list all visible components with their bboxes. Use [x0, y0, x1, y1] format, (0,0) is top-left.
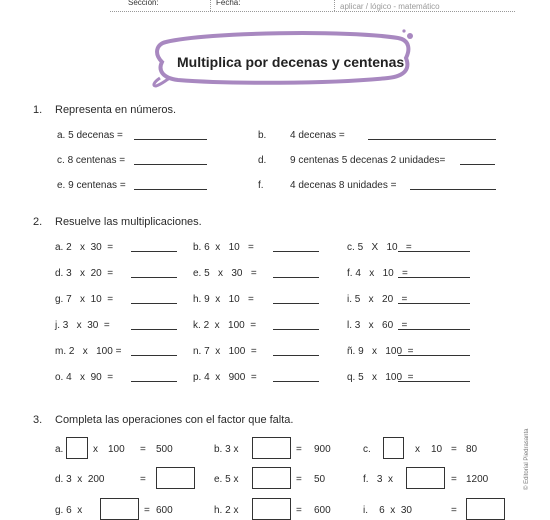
ex3-a-box[interactable]: [66, 437, 88, 459]
ex1-answer-d[interactable]: [460, 154, 495, 165]
ex3-a-eq: =: [140, 444, 146, 455]
ex2-answer-line[interactable]: [131, 319, 177, 330]
ex1-answer-b[interactable]: [368, 129, 496, 140]
ex2-item: [193, 294, 254, 305]
ex2-item: [55, 346, 121, 357]
ex2-answer-line[interactable]: [273, 267, 319, 278]
ex2-item: [55, 242, 113, 253]
ex3-b-r: 900: [314, 444, 331, 455]
ex2-item: [55, 372, 113, 383]
exercise-2-number: 2.: [33, 216, 43, 228]
exercise-3-instruction: Completa las operaciones con el factor que falta.: [55, 414, 294, 426]
ex3-a-x: x: [93, 444, 98, 455]
ex2-item-letter: q.: [347, 372, 356, 383]
ex3-c-n: 10: [431, 444, 443, 455]
ex2-item-letter: g.: [55, 294, 64, 305]
ex2-answer-line[interactable]: [131, 293, 177, 304]
ex2-item-expr: 9 x 100 =: [358, 346, 414, 357]
ex3-h-eq: =: [296, 505, 302, 516]
ex1-item-f-letter: f.: [258, 180, 264, 191]
ex2-item-letter: l.: [347, 320, 352, 331]
ex2-item-letter: c.: [347, 242, 355, 253]
ex2-item: [55, 268, 113, 279]
ex2-item-letter: o.: [55, 372, 64, 383]
ex3-g-r: 600: [156, 505, 173, 516]
ex2-item-letter: a.: [55, 242, 64, 253]
ex3-g-eq: =: [144, 505, 150, 516]
exercise-2-instruction: Resuelve las multiplicaciones.: [55, 216, 202, 228]
ex3-c-r: 80: [466, 444, 478, 455]
ex1-item-b-letter: b.: [258, 130, 267, 141]
ex2-item-expr: 2 x 100 =: [203, 320, 257, 331]
ex2-item-expr: 4 x 10 =: [355, 268, 408, 279]
ex1-answer-f[interactable]: [410, 179, 496, 190]
ex3-i-box[interactable]: [466, 498, 505, 520]
ex3-d-box[interactable]: [156, 467, 195, 489]
ex2-answer-line[interactable]: [273, 371, 319, 382]
ex2-answer-line[interactable]: [398, 371, 470, 382]
ex3-d: d. 3 x 200: [55, 474, 105, 485]
ex2-item-expr: 7 x 10 =: [66, 294, 114, 305]
ex3-g: g. 6 x: [55, 505, 83, 516]
ex2-answer-line[interactable]: [273, 293, 319, 304]
ex2-item-expr: 2 x 30 =: [66, 242, 114, 253]
ex2-item: [193, 268, 257, 279]
ex1-item-f-text: 4 decenas 8 unidades =: [290, 180, 397, 191]
ex2-item-expr: 7 x 100 =: [204, 346, 257, 357]
ex2-item-letter: b.: [193, 242, 202, 253]
ex3-f: f. 3 x: [363, 474, 394, 485]
ex2-item-expr: 5 x 100 =: [358, 372, 414, 383]
ex2-item-expr: 3 x 20 =: [66, 268, 114, 279]
ex1-item-e: e. 9 centenas =: [57, 180, 126, 191]
side-credit: © Editorial Piedrasanta: [524, 428, 530, 490]
exercise-3-number: 3.: [33, 414, 43, 426]
ex3-e: e. 5 x: [214, 474, 239, 485]
ex2-answer-line[interactable]: [131, 267, 177, 278]
header-divider: [110, 11, 515, 12]
ex2-item-letter: h.: [193, 294, 202, 305]
ex2-answer-line[interactable]: [398, 293, 470, 304]
ex3-c-eq: =: [451, 444, 457, 455]
ex1-item-a: a. 5 decenas =: [57, 130, 123, 141]
ex2-item-letter: m.: [55, 346, 67, 357]
ex2-answer-line[interactable]: [131, 241, 177, 252]
ex2-item-expr: 5 x 30 =: [204, 268, 257, 279]
ex1-item-d-text: 9 centenas 5 decenas 2 unidades=: [290, 155, 446, 166]
ex3-c-box[interactable]: [383, 437, 404, 459]
ex1-answer-e[interactable]: [134, 179, 207, 190]
ex3-e-eq: =: [296, 474, 302, 485]
ex3-a-r: 500: [156, 444, 173, 455]
ex2-answer-line[interactable]: [273, 319, 319, 330]
ex2-item-expr: 4 x 900 =: [204, 372, 257, 383]
ex3-b-eq: =: [296, 444, 302, 455]
ex2-item-expr: 9 x 10 =: [204, 294, 254, 305]
ex1-answer-a[interactable]: [134, 129, 207, 140]
ex2-answer-line[interactable]: [131, 345, 177, 356]
exercise-1-number: 1.: [33, 104, 43, 116]
ex1-item-b-text: 4 decenas =: [290, 130, 345, 141]
ex3-e-r: 50: [314, 474, 326, 485]
ex3-f-r: 1200: [466, 474, 489, 485]
ex3-h-r: 600: [314, 505, 331, 516]
ex1-item-d-letter: d.: [258, 155, 267, 166]
ex2-item: [55, 320, 110, 331]
ex2-item: [193, 242, 254, 253]
ex2-answer-line[interactable]: [398, 345, 470, 356]
ex3-d-eq: =: [140, 474, 146, 485]
ex3-g-box[interactable]: [100, 498, 139, 520]
ex2-item-expr: 5 X 10 =: [357, 242, 412, 253]
seccion-label: Sección:: [128, 0, 159, 7]
ex2-item-letter: n.: [193, 346, 202, 357]
ex3-f-eq: =: [451, 474, 457, 485]
ex3-b: b. 3 x: [214, 444, 239, 455]
ex3-a-n: 100: [108, 444, 125, 455]
ex2-item: [193, 320, 256, 331]
ex2-item-letter: p.: [193, 372, 202, 383]
ex2-answer-line[interactable]: [398, 241, 470, 252]
ex2-answer-line[interactable]: [398, 267, 470, 278]
ex3-h-box[interactable]: [252, 498, 291, 520]
ex1-answer-c[interactable]: [134, 154, 207, 165]
ex3-e-box[interactable]: [252, 467, 291, 489]
ex2-item-letter: j.: [55, 320, 60, 331]
ex3-h: h. 2 x: [214, 505, 239, 516]
ex2-item: [193, 346, 257, 357]
header-sep-2: [334, 0, 335, 11]
exercise-1-instruction: Representa en números.: [55, 104, 177, 116]
ex2-item-letter: ñ.: [347, 346, 356, 357]
ex3-i-eq: =: [451, 505, 457, 516]
ex2-answer-line[interactable]: [273, 345, 319, 356]
ex2-item-expr: 3 x 60 =: [354, 320, 408, 331]
ex2-item-expr: 6 x 10 =: [204, 242, 254, 253]
ex2-answer-line[interactable]: [131, 371, 177, 382]
ex2-item-letter: k.: [193, 320, 201, 331]
ex2-item-expr: 5 x 20 =: [354, 294, 408, 305]
ex3-b-box[interactable]: [252, 437, 291, 459]
ex3-c-x: x: [415, 444, 420, 455]
ex1-item-c: c. 8 centenas =: [57, 155, 126, 166]
ex3-c-letter: c.: [363, 444, 371, 455]
page-title: Multiplica por decenas y centenas: [177, 54, 405, 70]
header-sep-1: [210, 0, 211, 11]
ex2-item-letter: i.: [347, 294, 352, 305]
ex3-f-box[interactable]: [406, 467, 445, 489]
ex2-item-expr: 4 x 90 =: [66, 372, 114, 383]
ex2-item: [193, 372, 257, 383]
ex2-item-letter: f.: [347, 268, 353, 279]
ex2-item-letter: e.: [193, 268, 202, 279]
ex2-answer-line[interactable]: [273, 241, 319, 252]
ex3-i: i. 6 x 30: [363, 505, 412, 516]
ex2-item-expr: 2 x 100 =: [68, 346, 122, 357]
fecha-label: Fecha:: [216, 0, 241, 7]
skills-label: aplicar / lógico - matemático: [340, 2, 440, 11]
ex2-item: [55, 294, 113, 305]
ex2-item-letter: d.: [55, 268, 64, 279]
ex2-item-expr: 3 x 30 =: [62, 320, 110, 331]
ex2-answer-line[interactable]: [398, 319, 470, 330]
ex3-a-letter: a.: [55, 444, 64, 455]
